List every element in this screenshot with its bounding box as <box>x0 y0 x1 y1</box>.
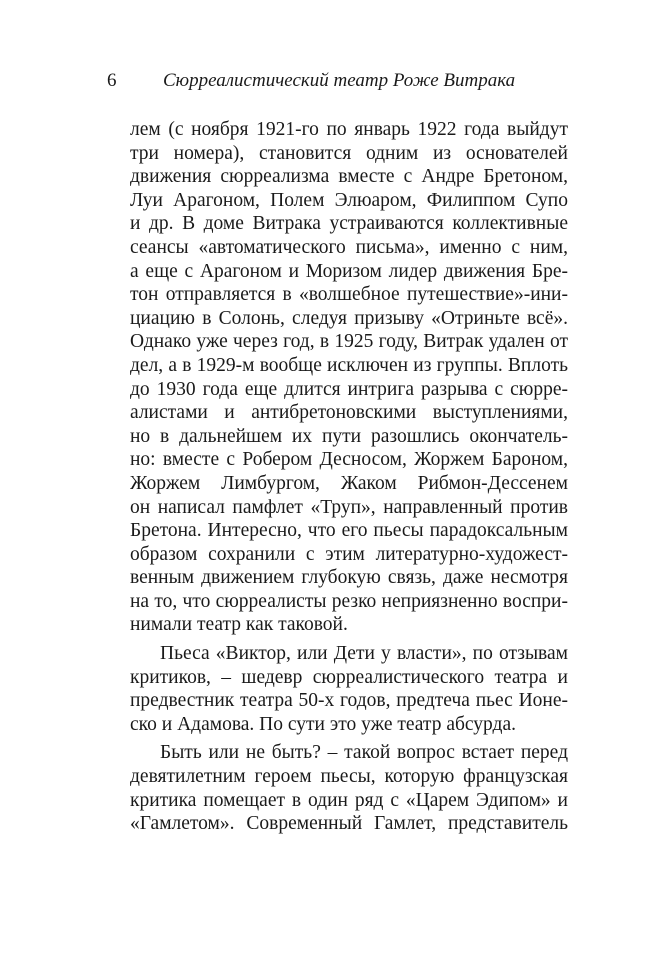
text-line: до 1930 года еще длится интрига разрыва с сюрре- <box>130 378 568 400</box>
text-line: движения сюрреализма вместе с Андре Бретоном, <box>130 166 568 188</box>
text-line: предвестник театра 50-х годов, предтеча пьес Ионе- <box>130 690 568 712</box>
text-line: но: вместе с Робером Десносом, Жоржем Бароном, <box>130 449 568 471</box>
text-line: и др. В доме Витрака устраиваются коллективные <box>130 213 568 235</box>
text-line: лем (с ноября 1921-го по январь 1922 года выйдут <box>130 119 568 140</box>
text-line: он написал памфлет «Труп», направленный против <box>130 496 568 518</box>
text-line: ско и Адамова. По сути это уже театр абсурда. <box>130 713 516 735</box>
paragraph-1 <box>130 118 568 637</box>
text-line: критика помещает в один ряд с «Царем Эдипом» и <box>130 789 568 811</box>
text-line: девятилетним героем пьесы, которую французская <box>130 766 568 788</box>
running-head-title: Сюрреалистический театр Роже Витрака <box>163 70 516 91</box>
text-line: нимали театр как таковой. <box>130 614 348 636</box>
text-line: «Гамлетом». Современный Гамлет, представитель <box>130 813 568 835</box>
text-line: но в дальнейшем их пути разошлись окончатель- <box>130 425 568 447</box>
body-text <box>130 118 568 836</box>
text-line: а еще с Арагоном и Моризом лидер движения Бре- <box>130 260 568 282</box>
paragraph-2 <box>130 642 568 736</box>
paragraph-3 <box>130 741 568 835</box>
page-number: 6 <box>107 70 117 91</box>
text-line: дел, а в 1929-м вообще исключен из группы. Вплоть <box>130 354 568 376</box>
text-line: Бретона. Интересно, что его пьесы парадоксальным <box>130 520 568 542</box>
text-line: Луи Арагоном, Полем Элюаром, Филиппом Супо <box>130 189 568 211</box>
text-line: циацию в Солонь, следуя призыву «Отриньте всё». <box>130 307 568 329</box>
text-line: сеансы «автоматического письма», именно с ним, <box>130 236 568 258</box>
text-line: критиков, – шедевр сюрреалистического театра и <box>130 666 568 688</box>
text-line: тон отправляется в «волшебное путешествие»-ини- <box>130 284 568 306</box>
text-line: венным движением глубокую связь, даже несмотря <box>130 567 568 589</box>
text-line: Пьеса «Виктор, или Дети у власти», по отзывам <box>160 643 568 665</box>
text-line: Однако уже через год, в 1925 году, Витрак удален от <box>130 331 568 353</box>
text-line: Быть или не быть? – такой вопрос встает перед <box>160 742 568 764</box>
running-head <box>0 66 663 96</box>
text-line: Жоржем Лимбургом, Жаком Рибмон-Дессенем <box>130 472 568 494</box>
text-line: на то, что сюрреалисты резко неприязненно воспри- <box>130 590 568 612</box>
text-line: три номера), становится одним из основателей <box>130 142 568 164</box>
text-line: алистами и антибретоновскими выступлениями, <box>130 402 568 424</box>
text-line: образом сохранили с этим литературно-художест- <box>130 543 568 565</box>
